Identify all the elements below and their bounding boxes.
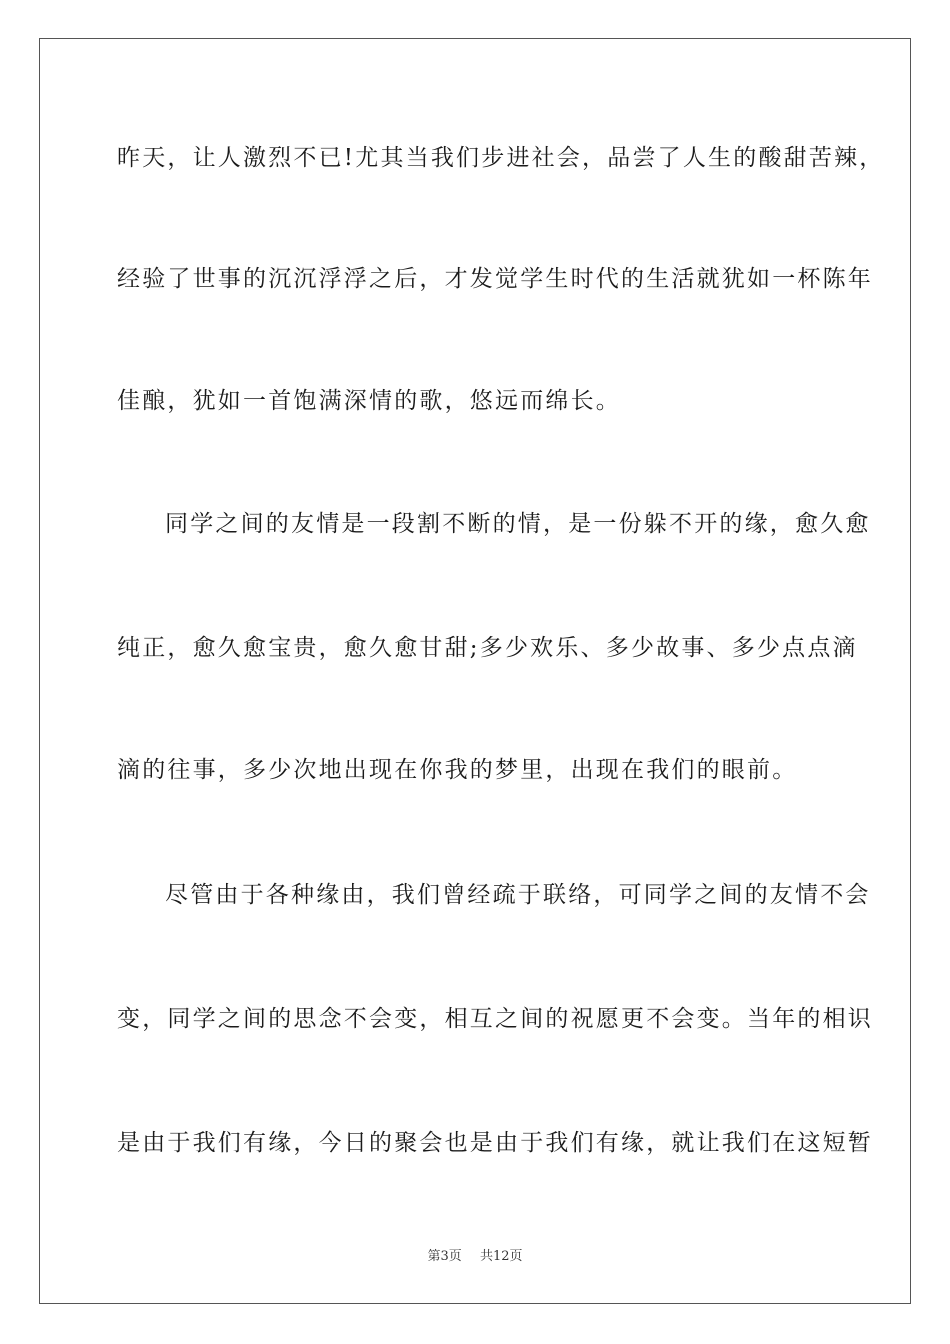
page-border bbox=[39, 38, 911, 1304]
page-number: 第3页 bbox=[427, 1249, 462, 1264]
text-line: 是由于我们有缘，今日的聚会也是由于我们有缘，就让我们在这短暂 bbox=[117, 1130, 873, 1156]
text-line: 滴的往事，多少次地出现在你我的梦里，出现在我们的眼前。 bbox=[117, 757, 798, 783]
text-line: 纯正，愈久愈宝贵，愈久愈甘甜;多少欢乐、多少故事、多少点点滴 bbox=[117, 635, 858, 661]
paragraph-start-line: 尽管由于各种缘由，我们曾经疏于联络，可同学之间的友情不会 bbox=[165, 882, 871, 908]
text-line: 变，同学之间的思念不会变，相互之间的祝愿更不会变。当年的相识 bbox=[117, 1006, 873, 1032]
total-pages: 共12页 bbox=[479, 1249, 523, 1264]
text-line: 经验了世事的沉沉浮浮之后，才发觉学生时代的生活就犹如一杯陈年 bbox=[117, 266, 873, 292]
paragraph-start-line: 同学之间的友情是一段割不断的情，是一份躲不开的缘，愈久愈 bbox=[165, 511, 871, 537]
page-footer bbox=[0, 1248, 950, 1266]
text-line: 佳酿，犹如一首饱满深情的歌，悠远而绵长。 bbox=[117, 388, 621, 414]
text-line: 昨天，让人激烈不已!尤其当我们步进社会，品尝了人生的酸甜苦辣， bbox=[117, 145, 885, 171]
